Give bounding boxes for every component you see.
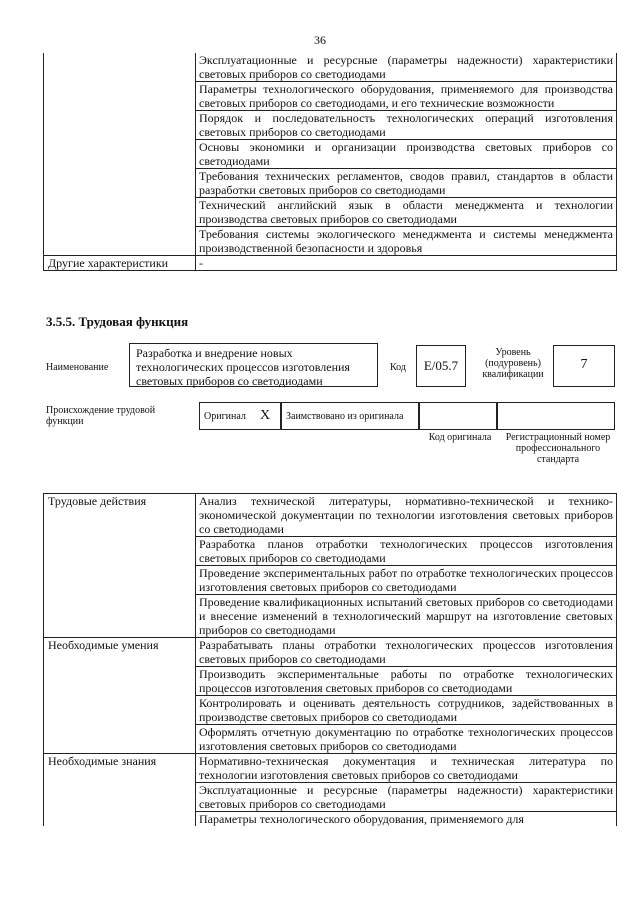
list-item: Эксплуатационные и ресурсные (параметры надежности) характеристики световых приборов со светодиодами: [196, 783, 617, 812]
row-label: [44, 111, 196, 140]
list-item: Анализ технической литературы, нормативно-технической и технико-экономической документации по технологии изготовления световых приборов со светодиодами: [196, 494, 617, 537]
code-box: [416, 345, 466, 387]
table-row: [44, 754, 617, 783]
table-row: [44, 169, 617, 198]
knowledge-continuation-table: [43, 53, 617, 271]
original-label: Оригинал: [204, 411, 246, 422]
row-text: Параметры технологического оборудования, применяемого для производства световых приборов со светодиодами, и его технические возможности: [196, 82, 617, 111]
level-box: [553, 345, 615, 387]
group-label: Необходимые знания: [44, 754, 196, 827]
origin-label: Происхождение трудовой функции: [46, 405, 156, 427]
original-box: [199, 402, 281, 430]
table-row: [44, 494, 617, 537]
original-mark: X: [260, 408, 271, 423]
group-label: Необходимые умения: [44, 638, 196, 754]
table-row: [44, 198, 617, 227]
row-text: Требования системы экологического менеджмента и системы менеджмента производственной безопасности и здоровья: [196, 227, 617, 256]
row-label: [44, 227, 196, 256]
code-origin-box: [419, 402, 497, 430]
list-item: Производить экспериментальные работы по отработке технологических процессов изготовления световых приборов со светодиодами: [196, 667, 617, 696]
table-row: [44, 53, 617, 82]
table-row: [44, 111, 617, 140]
level-value: 7: [580, 357, 588, 372]
name-label: Наименование: [46, 362, 109, 373]
row-text: Эксплуатационные и ресурсные (параметры надежности) характеристики световых приборов со светодиодами: [199, 53, 613, 81]
borrowed-label: Заимствовано из оригинала: [286, 411, 404, 422]
row-label: Другие характеристики: [44, 256, 196, 271]
list-item: Параметры технологического оборудования, применяемого для: [196, 812, 617, 827]
page-number: 36: [314, 33, 326, 47]
group-label: Трудовые действия: [44, 494, 196, 638]
row-label: [44, 198, 196, 227]
row-text: Требования технических регламентов, сводов правил, стандартов в области разработки световых приборов со светодиодами: [196, 169, 617, 198]
row-label: [44, 53, 196, 82]
list-item: Нормативно-техническая документация и техническая литература по технологии изготовления световых приборов со светодиодами: [196, 754, 617, 783]
function-name-box: [129, 343, 378, 387]
code-origin-caption: Код оригинала: [428, 432, 492, 443]
table-row: [44, 256, 617, 271]
row-text: Технический английский язык в области менеджмента и технологии производства световых приборов со светодиодами: [196, 198, 617, 227]
row-label: [44, 82, 196, 111]
list-item: Контролировать и оценивать деятельность сотрудников, задействованных в производстве световых приборов со светодиодами: [196, 696, 617, 725]
list-item: Проведение экспериментальных работ по отработке технологических процессов изготовления световых приборов со светодиодами: [196, 566, 617, 595]
section-title: 3.5.5. Трудовая функция: [46, 314, 189, 329]
reg-number-box: [497, 402, 615, 430]
row-label: [44, 169, 196, 198]
list-item: Оформлять отчетную документацию по отработке технологических процессов изготовления световых приборов со светодиодами: [196, 725, 617, 754]
table-row: [44, 140, 617, 169]
level-label: Уровень (подуровень) квалификации: [482, 347, 544, 380]
list-item: Проведение квалификационных испытаний световых приборов со светодиодами и внесение изменений в технологический маршрут на изготовление световых приборов со светодиодами: [196, 595, 617, 638]
row-label: [44, 140, 196, 169]
function-name: Разработка и внедрение новых технологических процессов изготовления световых приборов со светодиодами: [136, 346, 350, 388]
table-row: [44, 227, 617, 256]
labor-function-table: [43, 493, 617, 826]
table-row: [44, 82, 617, 111]
row-text: Основы экономики и организации производства световых приборов со светодиодами: [196, 140, 617, 169]
row-text: Порядок и последовательность технологических операций изготовления световых приборов со светодиодами: [196, 111, 617, 140]
reg-number-caption: Регистрационный номер профессионального стандарта: [505, 432, 611, 465]
code-value: E/05.7: [423, 358, 459, 373]
list-item: Разрабатывать планы отработки технологических процессов изготовления световых приборов со светодиодами: [196, 638, 617, 667]
row-text: -: [196, 256, 617, 271]
borrowed-box: [281, 402, 419, 430]
list-item: Разработка планов отработки технологических процессов изготовления световых приборов со светодиодами: [196, 537, 617, 566]
table-row: [44, 638, 617, 667]
code-label: Код: [390, 362, 406, 373]
